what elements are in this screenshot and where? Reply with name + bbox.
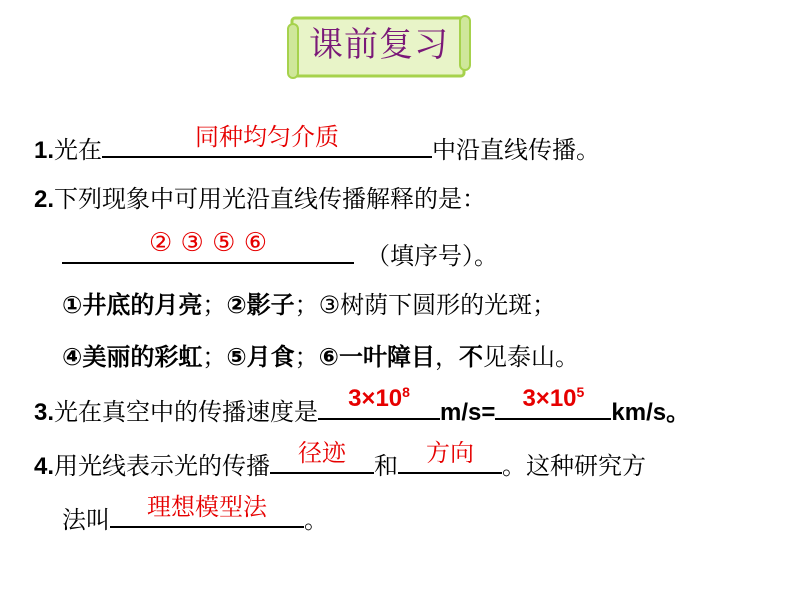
answer-blank: [495, 384, 611, 420]
page-title: 课前复习: [309, 25, 449, 65]
question-2-answer-line: [62, 228, 498, 271]
question-number: 3.: [34, 399, 55, 426]
question-2-options-1: [62, 290, 556, 320]
option-sep: ，: [434, 343, 459, 371]
answer-blank: [110, 493, 304, 528]
option-sep: ；: [294, 343, 319, 371]
option-text: 不: [458, 343, 483, 371]
answer-base: 3×10: [348, 385, 403, 412]
option-text: 见泰山。: [482, 343, 579, 371]
question-number: 4.: [34, 453, 55, 480]
question-2: [34, 184, 486, 215]
question-text: 法叫: [62, 506, 110, 534]
answer-text: [318, 377, 440, 414]
question-text: 。: [304, 506, 328, 534]
question-text: 用光线表示光的传播: [54, 452, 271, 480]
answer-text: 理想模型法: [147, 493, 267, 521]
question-text: 光在: [54, 136, 103, 164]
unit-text: km/s。: [611, 399, 691, 426]
question-2-options-2: [62, 342, 579, 372]
question-text: 中沿直线传播。: [432, 136, 601, 164]
answer-text: 径迹: [298, 439, 347, 467]
unit-text: m/s=: [440, 399, 496, 426]
answer-blank: [318, 384, 440, 420]
option-text: ①井底的月亮: [62, 291, 203, 319]
option-text: ⑤月食: [226, 343, 295, 371]
question-text: 下列现象中可用光沿直线传播解释的是：: [54, 185, 487, 213]
question-3: [34, 384, 691, 428]
answer-blank: [62, 228, 354, 264]
question-4-line-2: [62, 493, 328, 535]
answer-blank: [398, 439, 502, 474]
question-text: 和: [374, 452, 399, 480]
answer-text: ② ③ ⑤ ⑥: [148, 228, 268, 258]
question-1: [34, 123, 601, 166]
question-text: 光在真空中的传播速度是: [54, 398, 319, 426]
question-4: [34, 439, 647, 482]
hint-text: （填序号）。: [366, 242, 498, 270]
option-text: ⑥一叶障目: [318, 343, 435, 371]
answer-blank: [102, 123, 432, 158]
option-sep: ；: [202, 291, 227, 319]
answer-text: 方向: [426, 439, 475, 467]
answer-exponent: 5: [576, 384, 585, 400]
question-number: 1.: [34, 137, 55, 164]
question-text: 。这种研究方: [502, 452, 647, 480]
option-text: ③树荫下圆形的光斑；: [318, 291, 557, 319]
question-number: 2.: [34, 186, 55, 213]
option-sep: ；: [202, 343, 227, 371]
answer-text: 同种均匀介质: [195, 123, 340, 151]
option-text: ②影子: [226, 291, 295, 319]
answer-blank: [270, 439, 374, 474]
option-sep: ；: [294, 291, 319, 319]
answer-exponent: 8: [402, 384, 410, 400]
option-text: ④美丽的彩虹: [62, 343, 203, 371]
answer-text: [495, 377, 611, 414]
answer-base: 3×10: [522, 385, 577, 412]
title-banner: [286, 14, 472, 82]
